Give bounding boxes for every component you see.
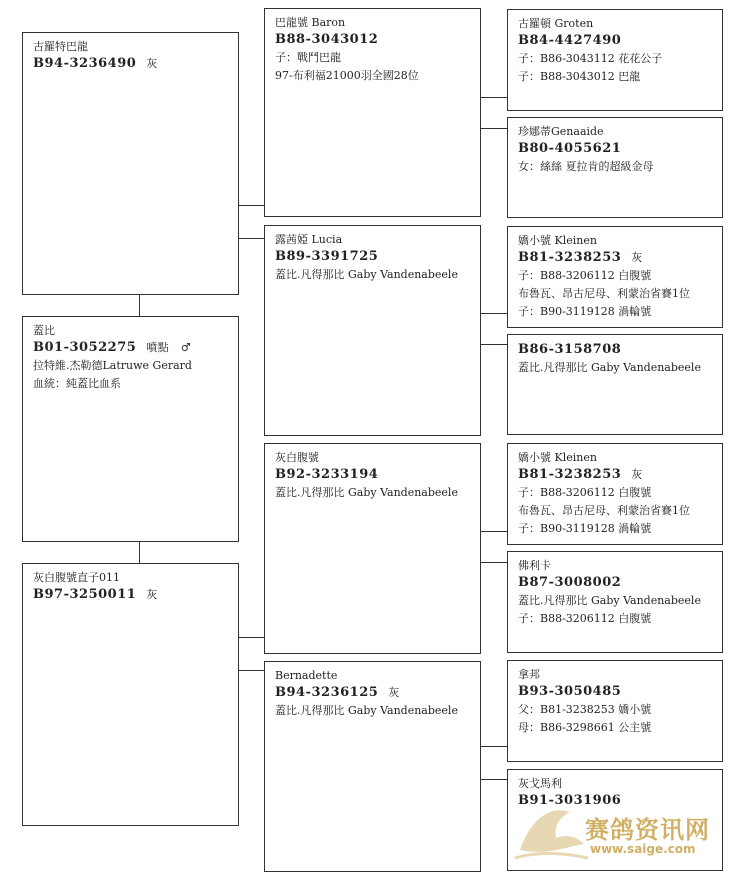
bird-name: 巴龍號 Baron — [275, 16, 346, 29]
pigeon-logo-icon — [510, 800, 590, 862]
ring-number-text: B91-3031906 — [518, 793, 622, 808]
ring-number — [518, 32, 712, 50]
pedigree-ssd-box — [507, 117, 723, 218]
pedigree-note: 子：B90-3119128 渦輪號 — [518, 305, 652, 318]
ring-number-text: B84-4427490 — [518, 33, 622, 48]
connector-line — [481, 97, 507, 98]
ring-number — [33, 55, 228, 73]
pedigree-note: 子：B90-3119128 渦輪號 — [518, 522, 652, 535]
connector-line — [139, 295, 140, 316]
pedigree-dsd-box — [507, 551, 723, 653]
bird-name: 露茜婭 Lucia — [275, 233, 343, 246]
ring-number-text: B88-3043012 — [275, 32, 379, 47]
ring-number-text: B81-3238253 — [518, 250, 622, 265]
watermark — [510, 800, 720, 866]
pedigree-note: 97-布利福21000羽全國28位 — [275, 69, 419, 82]
bird-name: 蓋比 — [33, 324, 55, 337]
pedigree-note: 子：B88-3206112 白腹號 — [518, 612, 652, 625]
connector-line — [481, 746, 507, 747]
pedigree-dam-box — [22, 563, 239, 826]
pedigree-note: 蓋比.凡得那比 Gaby Vandenabeele — [275, 704, 458, 717]
pedigree-sire-dam-box — [264, 225, 481, 436]
pedigree-dam-sire-box — [264, 443, 481, 654]
pedigree-note: 子：B88-3206112 白腹號 — [518, 269, 652, 282]
ring-number — [518, 466, 712, 484]
ring-number-text: B94-3236490 — [33, 56, 137, 71]
ring-number — [275, 31, 470, 49]
pedigree-sds-box — [507, 226, 723, 328]
bird-name: 灰戈馬利 — [518, 777, 562, 790]
connector-line — [239, 637, 264, 638]
ring-number — [275, 684, 470, 702]
bird-name: 灰白腹號直子011 — [33, 571, 120, 584]
ring-number — [275, 248, 470, 266]
connector-line — [139, 542, 140, 563]
ring-number — [275, 466, 470, 484]
pedigree-note: 子：B88-3206112 白腹號 — [518, 486, 652, 499]
pedigree-note: 子：戰鬥巴龍 — [275, 51, 341, 64]
connector-line — [239, 670, 264, 671]
pedigree-sire-sire-box — [264, 8, 481, 217]
ring-number — [518, 341, 712, 359]
pedigree-subject-box — [22, 316, 239, 542]
ring-number-text: B81-3238253 — [518, 467, 622, 482]
bird-name: 拿邦 — [518, 668, 540, 681]
bird-name: 古羅頓 Groten — [518, 17, 594, 30]
ring-number — [33, 339, 228, 357]
feather-color: 灰 — [146, 588, 158, 601]
bird-name: 古羅特巴龍 — [33, 40, 88, 53]
pedigree-note: 拉特維.杰勒德Latruwe Gerard — [33, 359, 192, 372]
pedigree-dss-box — [507, 443, 723, 545]
bird-name: Bernadette — [275, 669, 338, 682]
connector-line — [481, 128, 507, 129]
feather-color: 灰 — [631, 251, 643, 264]
ring-number-text: B01-3052275 — [33, 340, 137, 355]
pedigree-note: 蓋比.凡得那比 Gaby Vandenabeele — [275, 486, 458, 499]
ring-number-text: B87-3008002 — [518, 575, 622, 590]
connector-line — [239, 238, 264, 239]
watermark-url: www.saige.com — [590, 842, 696, 856]
pedigree-sdd-box — [507, 334, 723, 435]
connector-line — [481, 779, 507, 780]
pedigree-note: 父：B81-3238253 嬌小號 — [518, 703, 652, 716]
ring-number-text: B93-3050485 — [518, 684, 622, 699]
pedigree-note: 蓋比.凡得那比 Gaby Vandenabeele — [518, 594, 701, 607]
pedigree-note: 蓋比.凡得那比 Gaby Vandenabeele — [275, 268, 458, 281]
bird-name: 珍娜蒂Genaaide — [518, 125, 604, 138]
feather-color: 灰 — [631, 468, 643, 481]
ring-number — [518, 140, 712, 158]
feather-color: 噴點 ♂ — [146, 341, 192, 354]
pedigree-sss-box — [507, 9, 723, 111]
pedigree-note: 女：絲絲 夏拉肯的超級金母 — [518, 160, 654, 173]
bird-name: 佛利卡 — [518, 559, 551, 572]
bird-name: 灰白腹號 — [275, 451, 319, 464]
pedigree-note: 母：B86-3298661 公主號 — [518, 721, 652, 734]
ring-number — [518, 683, 712, 701]
pedigree-note: 子：B88-3043012 巴龍 — [518, 70, 641, 83]
ring-number-text: B80-4055621 — [518, 141, 622, 156]
ring-number — [518, 249, 712, 267]
pedigree-note: 子：B86-3043112 花花公子 — [518, 52, 663, 65]
ring-number-text: B94-3236125 — [275, 685, 379, 700]
connector-line — [481, 344, 507, 345]
pedigree-note: 蓋比.凡得那比 Gaby Vandenabeele — [518, 361, 701, 374]
ring-number-text: B97-3250011 — [33, 587, 137, 602]
bird-name: 嬌小號 Kleinen — [518, 451, 597, 464]
pedigree-dds-box — [507, 660, 723, 762]
connector-line — [481, 313, 507, 314]
ring-number-text: B89-3391725 — [275, 249, 379, 264]
pedigree-note: 血統：純蓋比血系 — [33, 377, 121, 390]
connector-line — [481, 562, 507, 563]
feather-color: 灰 — [146, 57, 158, 70]
ring-number-text: B86-3158708 — [518, 342, 622, 357]
pedigree-dam-dam-box — [264, 661, 481, 872]
ring-number — [33, 586, 228, 604]
pedigree-note: 布魯瓦、昂古尼母、利蒙治省賽1位 — [518, 504, 690, 517]
feather-color: 灰 — [388, 686, 400, 699]
ring-number-text: B92-3233194 — [275, 467, 379, 482]
bird-name: 嬌小號 Kleinen — [518, 234, 597, 247]
connector-line — [239, 205, 264, 206]
watermark-title: 赛鸽资讯网 — [585, 816, 710, 844]
pedigree-note: 布魯瓦、昂古尼母、利蒙治省賽1位 — [518, 287, 690, 300]
connector-line — [481, 531, 507, 532]
ring-number — [518, 574, 712, 592]
pedigree-sire-box — [22, 32, 239, 295]
